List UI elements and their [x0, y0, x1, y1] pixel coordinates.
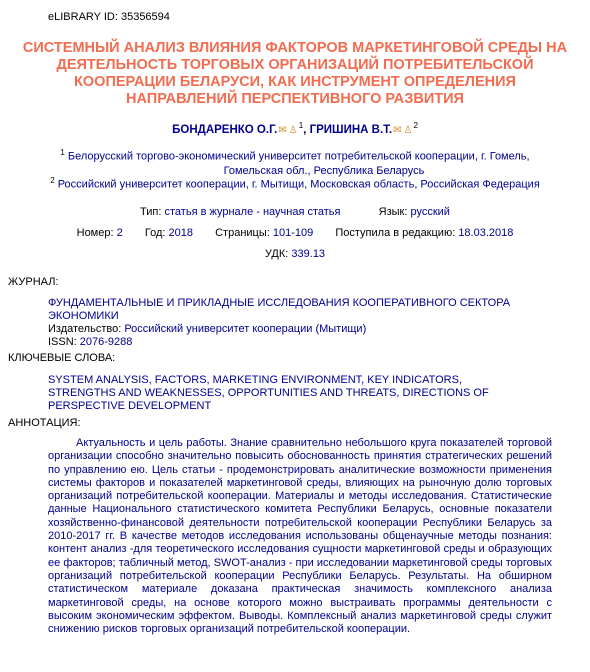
- author-separator: ,: [303, 123, 310, 136]
- author-affiliation-sup: 1: [298, 121, 304, 130]
- meta-issue: [0, 227, 590, 239]
- affiliation-1: [0, 146, 590, 178]
- envelope-icon[interactable]: ✉: [278, 124, 287, 136]
- envelope-icon[interactable]: ✉: [393, 124, 402, 136]
- pages-label: Страницы:: [215, 227, 270, 239]
- journal-section-label: ЖУРНАЛ:: [8, 276, 59, 288]
- annotation-text: Актуальность и цель работы. Знание сравнительно небольшого круга показателей торговой организации способно значительно повысить обоснованность принятия стратегических решений по управлению ею. Цель статьи - продемонстрировать аналитические возможности применения системы факторов и показателей маркетинговой среды, влияющих на рыночную долю торговых организаций потребительской кооперации. Материалы и методы исследования. Статистические данные Национального статистического комитета Республики Беларусь, основные показатели хозяйственно-финансовой деятельности потребительской кооперации Республики Беларусь за 2010-2017 гг. В качестве методов исследования использованы общенаучные методы познания: контент анализ -для теоретического исследования сущности маркетинговой среды и образующих ее факторов; табличный метод, SWOT-анализ - при исследовании маркетинговой среды торговых организаций потребительской кооперации Республики Беларусь. Результаты. На обширном статистическом материале доказана практическая значимость комплексного анализа маркетинговой среды, на основе которого можно выстраивать программы деятельности с высоким экономическим эффектом. Выводы. Комплексный анализ маркетинговой среды служит снижению рисков торговых организаций потребительской кооперации.: [48, 437, 552, 636]
- meta-type-lang: [0, 206, 590, 218]
- author-affiliation-sup: 2: [413, 121, 418, 130]
- journal-block: [48, 297, 528, 349]
- person-icon[interactable]: ♙: [403, 124, 413, 136]
- publisher-link[interactable]: Российский университет кооперации (Мытищи): [124, 323, 367, 335]
- number-label: Номер:: [76, 227, 114, 239]
- keywords-section-label: КЛЮЧЕВЫЕ СЛОВА:: [8, 352, 116, 364]
- received-value: 18.03.2018: [458, 227, 514, 239]
- lang-label: Язык:: [378, 206, 408, 218]
- lang-value: русский: [410, 206, 450, 218]
- udk-label: УДК:: [264, 248, 289, 260]
- affiliation-text[interactable]: Гомельская обл., Республика Беларусь: [223, 164, 425, 177]
- type-label: Тип:: [140, 206, 162, 218]
- affiliation-sup: 2: [50, 176, 55, 185]
- elibrary-id: eLIBRARY ID: 35356594: [48, 11, 170, 23]
- annotation-section-label: АННОТАЦИЯ:: [8, 417, 81, 429]
- affiliation-text[interactable]: Белорусский торгово-экономический университет потребительской кооперации, г. Гомель,: [67, 150, 530, 163]
- year-value: 2018: [168, 227, 193, 239]
- author-link[interactable]: БОНДАРЕНКО О.Г.: [172, 123, 278, 136]
- number-value[interactable]: 2: [116, 227, 123, 239]
- received-label: Поступила в редакцию:: [335, 227, 456, 239]
- type-value: статья в журнале - научная статья: [164, 206, 341, 218]
- pages-value: 101-109: [272, 227, 314, 239]
- person-icon[interactable]: ♙: [288, 124, 298, 136]
- affiliation-text[interactable]: Российский университет кооперации, г. Мытищи, Московская область, Российская Федерация: [57, 178, 540, 191]
- journal-name-link[interactable]: ФУНДАМЕНТАЛЬНЫЕ И ПРИКЛАДНЫЕ ИССЛЕДОВАНИЯ КООПЕРАТИВНОГО СЕКТОРА ЭКОНОМИКИ: [48, 297, 511, 322]
- year-label: Год:: [144, 227, 166, 239]
- issn-label: ISSN:: [48, 336, 77, 348]
- affiliation-2: [0, 174, 590, 192]
- meta-udk: [0, 248, 590, 260]
- issn-value: 2076-9288: [79, 336, 133, 348]
- affiliation-sup: 1: [60, 148, 65, 157]
- authors: [0, 121, 590, 136]
- article-title: СИСТЕМНЫЙ АНАЛИЗ ВЛИЯНИЯ ФАКТОРОВ МАРКЕТИНГОВОЙ СРЕДЫ НА ДЕЯТЕЛЬНОСТЬ ТОРГОВЫХ ОРГАНИЗАЦИЙ ПОТРЕБИТЕЛЬСКОЙ КООПЕРАЦИИ БЕЛАРУСИ, КАК ИНСТРУМЕНТ ОПРЕДЕЛЕНИЯ НАПРАВЛЕНИЙ ПЕРСПЕКТИВНОГО РАЗВИТИЯ: [22, 40, 568, 107]
- publisher-label: Издательство:: [48, 323, 122, 335]
- udk-value: 339.13: [291, 248, 326, 260]
- keywords-links[interactable]: SYSTEM ANALYSIS, FACTORS, MARKETING ENVIRONMENT, KEY INDICATORS, STRENGTHS AND WEAKNESSES, OPPORTUNITIES AND THREATS, DIRECTIONS OF PERSPECTIVE DEVELOPMENT: [48, 374, 489, 412]
- author-link[interactable]: ГРИШИНА В.Т.: [309, 123, 393, 136]
